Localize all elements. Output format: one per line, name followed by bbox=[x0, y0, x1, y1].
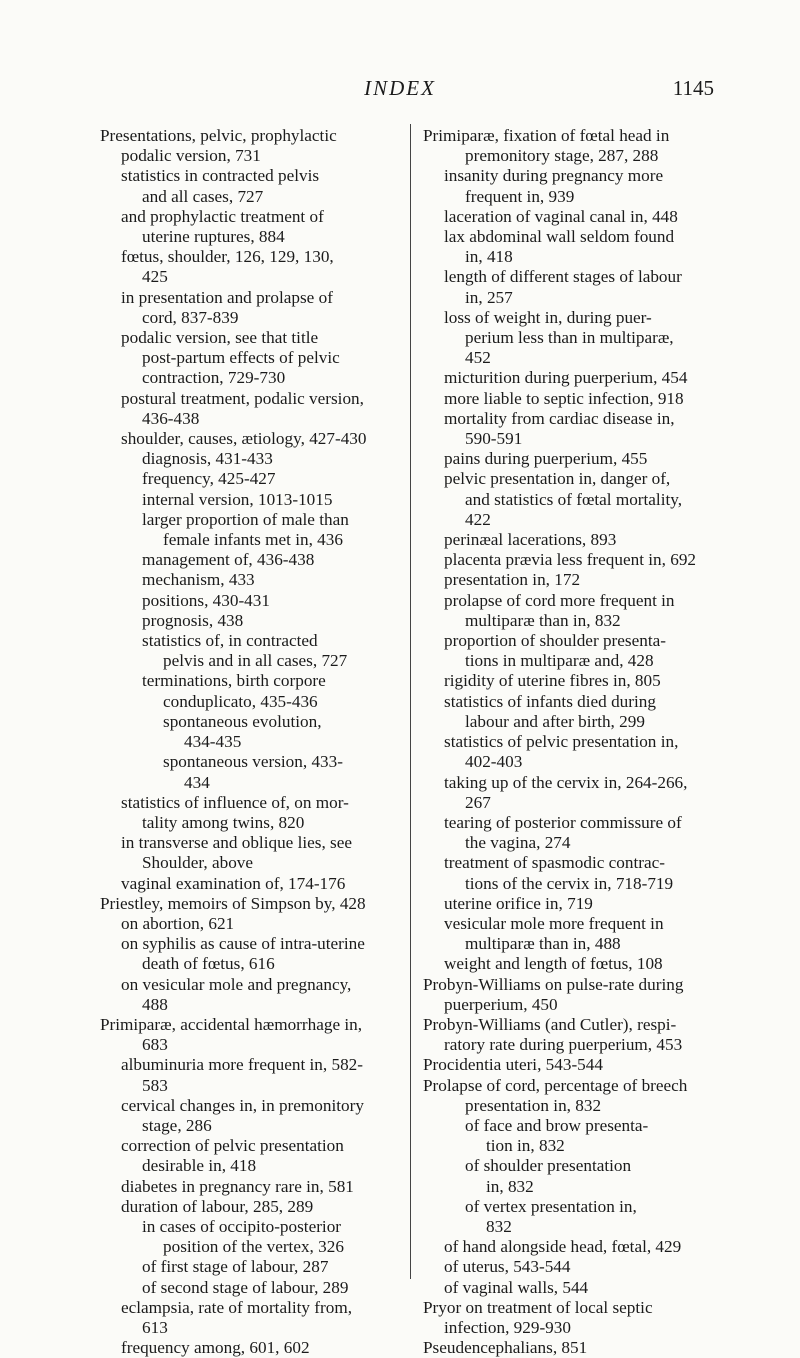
index-entry-line: desirable in, 418 bbox=[142, 1156, 257, 1176]
index-entry-line: Presentations, pelvic, prophylactic bbox=[100, 126, 337, 145]
index-entry-line: 488 bbox=[142, 994, 168, 1014]
index-entry-line: in, 257 bbox=[465, 287, 513, 307]
page-number: 1145 bbox=[672, 76, 714, 100]
index-entry-line: tality among twins, 820 bbox=[142, 812, 305, 832]
index-entry-line: in transverse and oblique lies, see bbox=[121, 833, 353, 853]
index-entry-line: loss of weight in, during puer- bbox=[444, 307, 652, 327]
index-entry-line: statistics of influence of, on mor- bbox=[121, 792, 349, 812]
index-entry-line: of hand alongside head, fœtal, 429 bbox=[444, 1237, 682, 1257]
index-entry-line: frequent in, 939 bbox=[465, 186, 575, 206]
index-entry-line: 613 bbox=[142, 1317, 168, 1337]
index-entry-line: 832 bbox=[486, 1216, 512, 1236]
index-entry-line: contraction, 729-730 bbox=[142, 368, 286, 388]
index-entry-line: spontaneous evolution, bbox=[163, 711, 322, 731]
index-entry-line: of vaginal walls, 544 bbox=[444, 1277, 589, 1297]
index-entry-line: on vesicular mole and pregnancy, bbox=[121, 974, 352, 994]
index-entry-line: diabetes in pregnancy rare in, 581 bbox=[121, 1176, 354, 1196]
index-entry-line: 590-591 bbox=[465, 429, 523, 449]
index-entry-line: 434-435 bbox=[184, 732, 242, 752]
index-entry-line: presentation in, 832 bbox=[465, 1095, 602, 1115]
index-entry-line: length of different stages of labour bbox=[444, 267, 682, 287]
index-entry-line: cervical changes in, in premonitory bbox=[121, 1095, 364, 1115]
index-entry-line: larger proportion of male than bbox=[142, 509, 349, 529]
index-column-left bbox=[100, 126, 400, 1358]
index-entry-line: ratory rate during puerperium, 453 bbox=[444, 1035, 683, 1055]
index-entry-line: Pryor on treatment of local septic bbox=[423, 1297, 653, 1317]
index-entry-line: taking up of the cervix in, 264-266, bbox=[444, 772, 688, 792]
index-entry-line: Shoulder, above bbox=[142, 853, 254, 873]
column-divider bbox=[410, 124, 411, 1279]
index-entry-line: position of the vertex, 326 bbox=[163, 1237, 344, 1257]
index-entry-line: 267 bbox=[465, 792, 491, 812]
index-entry-line: Primiparæ, accidental hæmorrhage in, bbox=[100, 1014, 363, 1034]
index-entry-line: weight and length of fœtus, 108 bbox=[444, 954, 663, 974]
index-entry-line: statistics in contracted pelvis bbox=[121, 166, 320, 186]
index-entry-line: management of, 436-438 bbox=[142, 550, 315, 570]
index-entry-line: mortality from cardiac disease in, bbox=[444, 408, 675, 428]
index-entry-line: Pseudencephalians, 851 bbox=[423, 1338, 588, 1358]
index-entry-line: Probyn-Williams (and Cutler), respi- bbox=[423, 1014, 677, 1034]
index-entry-line: Procidentia uteri, 543-544 bbox=[423, 1055, 603, 1075]
index-entry-line: positions, 430-431 bbox=[142, 590, 270, 610]
index-entry-line: of uterus, 543-544 bbox=[444, 1257, 571, 1277]
index-entry-line: presentation in, 172 bbox=[444, 570, 581, 590]
index-entry-line: of vertex presentation in, bbox=[465, 1196, 637, 1216]
index-entry-line: of second stage of labour, 289 bbox=[142, 1277, 349, 1297]
index-entry-line: of face and brow presenta- bbox=[465, 1115, 649, 1135]
index-entry-line: prognosis, 438 bbox=[142, 610, 244, 630]
index-entry-line: 452 bbox=[465, 348, 491, 368]
index-entry-line: statistics of pelvic presentation in, bbox=[444, 732, 679, 752]
index-entry-line: fœtus, shoulder, 126, 129, 130, bbox=[121, 247, 334, 267]
index-entry-line: female infants met in, 436 bbox=[163, 530, 343, 550]
index-entry-line: Primiparæ, fixation of fœtal head in bbox=[423, 126, 670, 145]
index-entry-line: Prolapse of cord, percentage of breech bbox=[423, 1075, 688, 1095]
index-entry-line: eclampsia, rate of mortality from, bbox=[121, 1297, 352, 1317]
index-entry-line: frequency, 425-427 bbox=[142, 469, 276, 489]
index-entry-line: pelvis and in all cases, 727 bbox=[163, 651, 348, 671]
index-entry-line: 434 bbox=[184, 772, 210, 792]
index-entry-line: 436-438 bbox=[142, 408, 200, 428]
index-entry-line: prolapse of cord more frequent in bbox=[444, 590, 675, 610]
index-entry-line: cord, 837-839 bbox=[142, 307, 239, 327]
page-title: INDEX bbox=[364, 76, 436, 100]
index-entry-line: 583 bbox=[142, 1075, 168, 1095]
index-entry-line: conduplicato, 435-436 bbox=[163, 691, 318, 711]
index-entry-line: the vagina, 274 bbox=[465, 833, 571, 853]
index-entry-line: tions in multiparæ and, 428 bbox=[465, 651, 654, 671]
index-entry-line: frequency among, 601, 602 bbox=[121, 1338, 310, 1358]
index-entry-line: postural treatment, podalic version, bbox=[121, 388, 364, 408]
index-entry-line: podalic version, 731 bbox=[121, 146, 261, 166]
index-entry-line: Probyn-Williams on pulse-rate during bbox=[423, 974, 684, 994]
index-entry-line: of first stage of labour, 287 bbox=[142, 1257, 329, 1277]
index-entry-line: multiparæ than in, 488 bbox=[465, 934, 621, 954]
index-entry-line: duration of labour, 285, 289 bbox=[121, 1196, 314, 1216]
index-entry-line: statistics of infants died during bbox=[444, 691, 656, 711]
index-entry-line: infection, 929-930 bbox=[444, 1317, 571, 1337]
index-entry-line: vesicular mole more frequent in bbox=[444, 913, 664, 933]
index-entry-line: post-partum effects of pelvic bbox=[142, 348, 340, 368]
index-entry-line: 402-403 bbox=[465, 752, 523, 772]
index-entry-line: more liable to septic infection, 918 bbox=[444, 388, 684, 408]
index-entry-line: on abortion, 621 bbox=[121, 913, 235, 933]
index-entry-line: laceration of vaginal canal in, 448 bbox=[444, 206, 678, 226]
index-entry-line: terminations, birth corpore bbox=[142, 671, 326, 691]
index-entry-line: mechanism, 433 bbox=[142, 570, 255, 590]
index-entry-line: vaginal examination of, 174-176 bbox=[121, 873, 346, 893]
index-entry-line: and statistics of fœtal mortality, bbox=[465, 489, 683, 509]
index-entry-line: pelvic presentation in, danger of, bbox=[444, 469, 671, 489]
index-entry-line: correction of pelvic presentation bbox=[121, 1136, 344, 1156]
index-entry-line: tion in, 832 bbox=[486, 1136, 565, 1156]
index-entry-line: pains during puerperium, 455 bbox=[444, 449, 648, 469]
index-entry-line: perium less than in multiparæ, bbox=[465, 328, 674, 348]
index-entry-line: albuminuria more frequent in, 582- bbox=[121, 1055, 363, 1075]
index-entry-line: insanity during pregnancy more bbox=[444, 166, 664, 186]
index-entry-line: treatment of spasmodic contrac- bbox=[444, 853, 665, 873]
index-entry-line: tearing of posterior commissure of bbox=[444, 812, 682, 832]
index-entry-line: 683 bbox=[142, 1035, 168, 1055]
index-entry-line: and prophylactic treatment of bbox=[121, 206, 324, 226]
index-entry-line: diagnosis, 431-433 bbox=[142, 449, 273, 469]
index-entry-line: 425 bbox=[142, 267, 168, 287]
index-entry-line: shoulder, causes, ætiology, 427-430 bbox=[121, 429, 367, 449]
index-entry-line: stage, 286 bbox=[142, 1115, 212, 1135]
index-column-right bbox=[423, 126, 728, 1358]
index-entry-line: proportion of shoulder presenta- bbox=[444, 631, 666, 651]
index-entry-line: 422 bbox=[465, 509, 491, 529]
index-entry-line: internal version, 1013-1015 bbox=[142, 489, 333, 509]
index-entry-line: of shoulder presentation bbox=[465, 1156, 632, 1176]
index-entry-line: podalic version, see that title bbox=[121, 328, 319, 348]
index-entry-line: uterine orifice in, 719 bbox=[444, 893, 593, 913]
index-entry-line: uterine ruptures, 884 bbox=[142, 227, 285, 247]
index-entry-line: lax abdominal wall seldom found bbox=[444, 227, 675, 247]
index-entry-line: and all cases, 727 bbox=[142, 186, 264, 206]
index-entry-line: tions of the cervix in, 718-719 bbox=[465, 873, 674, 893]
index-entry-line: perinæal lacerations, 893 bbox=[444, 530, 617, 550]
index-entry-line: spontaneous version, 433- bbox=[163, 752, 343, 772]
index-entry-line: in presentation and prolapse of bbox=[121, 287, 333, 307]
page-header bbox=[0, 72, 800, 104]
index-entry-line: micturition during puerperium, 454 bbox=[444, 368, 688, 388]
index-entry-line: premonitory stage, 287, 288 bbox=[465, 146, 659, 166]
index-entry-line: in, 832 bbox=[486, 1176, 534, 1196]
index-entry-line: Priestley, memoirs of Simpson by, 428 bbox=[100, 893, 366, 913]
index-entry-line: in cases of occipito-posterior bbox=[142, 1216, 342, 1236]
index-entry-line: puerperium, 450 bbox=[444, 994, 558, 1014]
index-entry-line: on syphilis as cause of intra-uterine bbox=[121, 934, 365, 954]
index-entry-line: statistics of, in contracted bbox=[142, 631, 318, 651]
index-entry-line: in, 418 bbox=[465, 247, 513, 267]
index-entry-line: labour and after birth, 299 bbox=[465, 711, 645, 731]
index-entry-line: rigidity of uterine fibres in, 805 bbox=[444, 671, 661, 691]
index-entry-line: placenta prævia less frequent in, 692 bbox=[444, 550, 697, 570]
index-entry-line: multiparæ than in, 832 bbox=[465, 610, 621, 630]
index-entry-line: death of fœtus, 616 bbox=[142, 954, 275, 974]
